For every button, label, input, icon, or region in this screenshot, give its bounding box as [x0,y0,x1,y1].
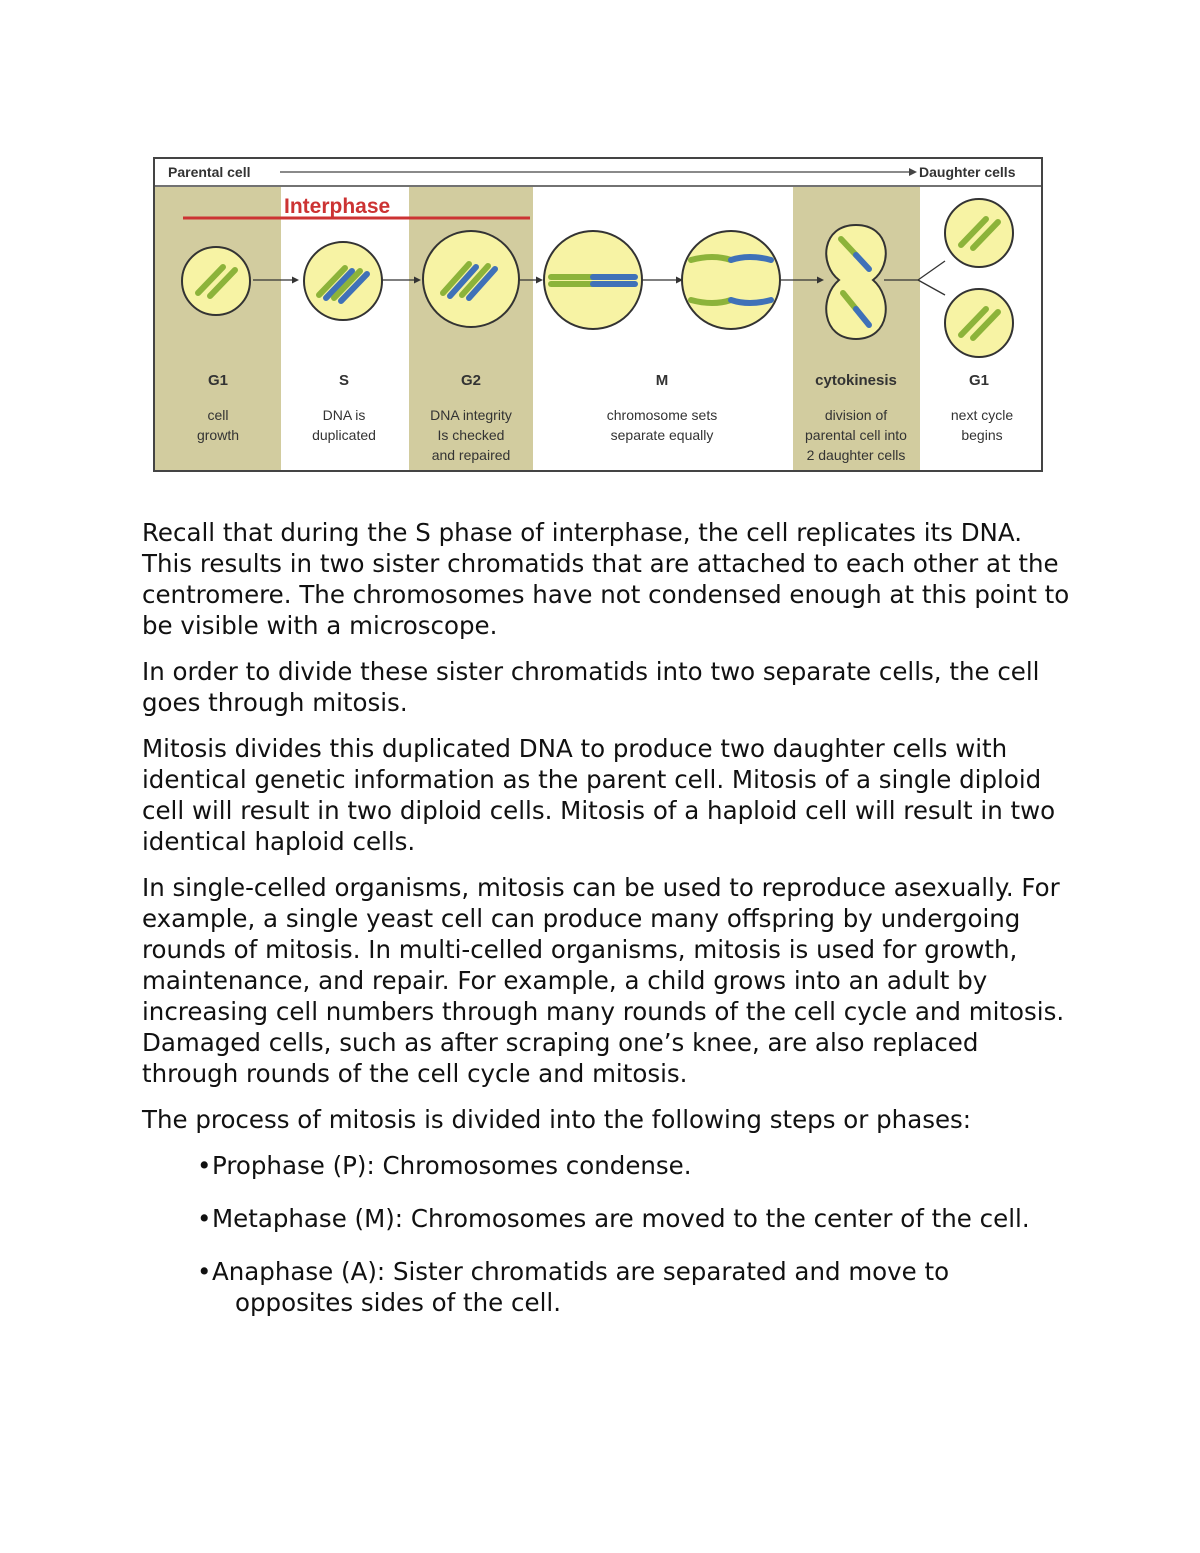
phase-list [142,1150,1072,1318]
phase-desc-g2-line3: and repaired [431,447,511,463]
list-item [197,1256,1072,1318]
phase-name-g1-next: G1 [968,372,990,389]
phase-desc-g1-next-line2: begins [961,427,1003,443]
phase-desc-s-line1: DNA is [322,407,366,423]
list-item [197,1203,1072,1234]
daughter-cell-bottom [945,289,1013,357]
phase-desc-m-line2: separate equally [610,427,714,443]
phase-desc-g2-line2: Is checked [437,427,505,443]
paragraph-mitosis-result: Mitosis divides this duplicated DNA to produce two daughter cells with identical genetic information as the parent cell. Mitosis of a single diploid cell will result in two diploid cells. Mitosis of a haploid cell will result in two identical haploid cells. [142,734,1056,856]
list-item-anaphase: • Anaphase (A): Sister chromatids are separated and move to opposites sides of the cell. [212,1257,950,1317]
paragraph-mitosis-uses: In single-celled organisms, mitosis can be used to reproduce asexually. For example, a single yeast cell can produce many offspring by undergoing rounds of mitosis. In multi-celled organisms, mitosis is used for growth, maintenance, and repair. For example, a child grows into an adult by increasing cell numbers through many rounds of the cell cycle and mitosis. Damaged cells, such as after scraping one’s knee, are also replaced through rounds of the cell cycle and mitosis. [142,873,1065,1088]
phase-name-cytokinesis: cytokinesis [815,372,897,389]
phase-desc-m-line1: chromosome sets [606,407,718,423]
phase-desc-cytokinesis-line1: division of [824,407,888,423]
phase-desc-g1-next-line1: next cycle [950,407,1014,423]
phase-name-m: M [655,372,669,389]
phase-desc-g1-line2: growth [196,427,240,443]
body-text [142,517,1072,1340]
s-cell [304,242,382,320]
phase-desc-g1-line1: cell [207,407,229,423]
list-item-metaphase: • Metaphase (M): Chromosomes are moved to the center of the cell. [212,1204,1030,1233]
phase-desc-cytokinesis-line2: parental cell into [805,427,907,443]
m-cell-metaphase [544,231,642,329]
paragraph-mitosis-intro: In order to divide these sister chromatids into two separate cells, the cell goes through mitosis. [142,657,1040,717]
phase-desc-g2-line1: DNA integrity [430,407,512,423]
phase-desc-s-line2: duplicated [312,427,376,443]
paragraph-s-phase: Recall that during the S phase of interphase, the cell replicates its DNA. This results in two sister chromatids that are attached to each other at the centromere. The chromosomes have not condensed enough at this point to be visible with a microscope. [142,518,1070,640]
cell-cycle-diagram [153,157,1043,472]
phase-name-g1: G1 [207,372,229,389]
g2-cell [423,231,519,327]
phase-name-s: S [338,372,350,389]
parental-cell-label: Parental cell [168,164,251,180]
daughter-cell-top [945,199,1013,267]
list-item [197,1150,1072,1181]
daughter-cells-label: Daughter cells [919,164,1016,180]
m-cell-anaphase [682,231,780,329]
header-arrow-head [909,168,917,176]
interphase-label: Interphase [284,195,391,218]
phase-desc-cytokinesis-line3: 2 daughter cells [806,447,906,463]
paragraph-phases-intro: The process of mitosis is divided into the following steps or phases: [142,1105,972,1134]
list-item-prophase: • Prophase (P): Chromosomes condense. [212,1151,692,1180]
phase-name-g2: G2 [460,372,482,389]
g1-cell [182,247,250,315]
